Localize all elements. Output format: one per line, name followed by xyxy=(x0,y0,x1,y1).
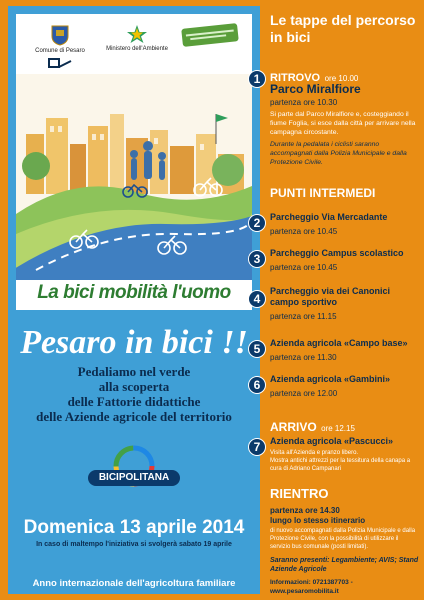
rientro-time: partenza ore 14.30 xyxy=(270,506,340,515)
step-3-time: partenza ore 10.45 xyxy=(270,263,338,272)
step-number-7: 7 xyxy=(248,438,266,456)
arrivo-exhibition: Mostra antichi attrezzi per la tessitura della canapa a cura di Adriano Campanari xyxy=(270,458,411,472)
rientro-route: lungo lo stesso itinerario xyxy=(270,516,366,525)
ritrovo-time: ore 10.00 xyxy=(324,74,359,83)
step-3-name: Parcheggio Campus scolastico xyxy=(270,248,404,258)
pesaro-mobility-icon xyxy=(47,57,73,71)
bicipolitana-logo xyxy=(82,444,186,494)
intermediate-points-heading: PUNTI INTERMEDI xyxy=(270,186,376,200)
star-icon xyxy=(126,24,148,44)
arrivo-heading xyxy=(270,418,420,436)
rientro-description: di nuovo accompagnati dalla Polizia Municipale e dalla Protezione Civile, con la possibilità di utilizzare il servizio bus comunale (posti limitati). xyxy=(270,528,416,550)
ritrovo-description: Si parte dal Parco Miralfiore e, costeggiando il fiume Foglia, si esce dalla città per arrivare nella campagna circostante. xyxy=(270,111,416,136)
ministero-logo-label: Ministero dell'Ambiente xyxy=(106,46,168,52)
step-5-name: Azienda agricola «Campo base» xyxy=(270,338,408,348)
arrivo-time: ore 12.15 xyxy=(321,424,355,433)
left-panel xyxy=(8,6,260,594)
step-2-time: partenza ore 10.45 xyxy=(270,227,338,236)
main-title: Pesaro in bici !! xyxy=(20,324,248,361)
subtitle-line-1: Pedaliamo nel verde xyxy=(77,364,191,379)
comune-logo xyxy=(32,24,88,73)
subtitle-line-3: delle Fattorie didattiche xyxy=(67,394,201,409)
subtitle-line-4: delle Aziende agricole del territorio xyxy=(36,409,232,424)
ritrovo-departure: partenza ore 10.30 xyxy=(270,98,338,107)
rientro-heading: RIENTRO xyxy=(270,486,329,501)
step-number-6: 6 xyxy=(248,376,266,394)
step-4-time: partenza ore 11.15 xyxy=(270,312,337,321)
step-6-time: partenza ore 12.00 xyxy=(270,389,338,398)
weather-note: In caso di maltempo l'iniziativa si svolgerà sabato 19 aprile xyxy=(36,541,232,548)
illustration-caption: La bici mobilità l'uomo xyxy=(37,282,231,303)
step-4-name: Parcheggio via dei Canonici campo sportivo xyxy=(270,286,391,307)
step-6-name: Azienda agricola «Gambini» xyxy=(270,374,391,384)
right-panel xyxy=(253,6,424,595)
illustration-panel xyxy=(16,14,252,310)
ritrovo-place: Parco Miralfiore xyxy=(270,82,361,96)
step-number-1: 1 xyxy=(248,70,266,88)
arrivo-label: ARRIVO xyxy=(270,420,317,434)
ritrovo-note: Durante la pedalata i ciclisti saranno accompagnati dalla Polizia Municipale e dalla Protezione Civile. xyxy=(270,141,407,166)
brand-label: BICIPOLITANA xyxy=(98,472,170,483)
cyclists-illustration xyxy=(16,74,252,280)
subtitle-line-2: alla scoperta xyxy=(98,379,170,394)
ministero-logo xyxy=(102,24,172,52)
event-date: Domenica 13 aprile 2014 xyxy=(23,517,245,538)
footer-text: Anno internazionale dell'agricoltura familiare xyxy=(32,578,236,589)
comune-logo-label: Comune di Pesaro xyxy=(35,48,85,54)
info-line: Informazioni: 0721387703 - www.pesaromobilita.it xyxy=(270,579,353,595)
step-number-5: 5 xyxy=(248,340,266,358)
step-number-2: 2 xyxy=(248,214,266,232)
step-number-3: 3 xyxy=(248,250,266,268)
bicipolitana-ring-icon xyxy=(82,444,186,494)
step-5-time: partenza ore 11.30 xyxy=(270,353,337,362)
arrivo-place: Azienda agricola «Pascucci» xyxy=(270,436,394,446)
ritrovo-label: RITROVO xyxy=(270,72,321,84)
step-2-name: Parcheggio Via Mercadante xyxy=(270,212,388,222)
step-number-4: 4 xyxy=(248,290,266,308)
coat-of-arms-icon xyxy=(50,24,70,46)
attendees-note: Saranno presenti: Legambiente; AVIS; Stand Aziende Agricole xyxy=(270,557,419,573)
green-stamp-logo xyxy=(181,23,239,47)
route-header: Le tappe del percorso in bici xyxy=(270,12,416,45)
arrivo-description: Visita all'Azienda e pranzo libero. xyxy=(270,450,359,456)
